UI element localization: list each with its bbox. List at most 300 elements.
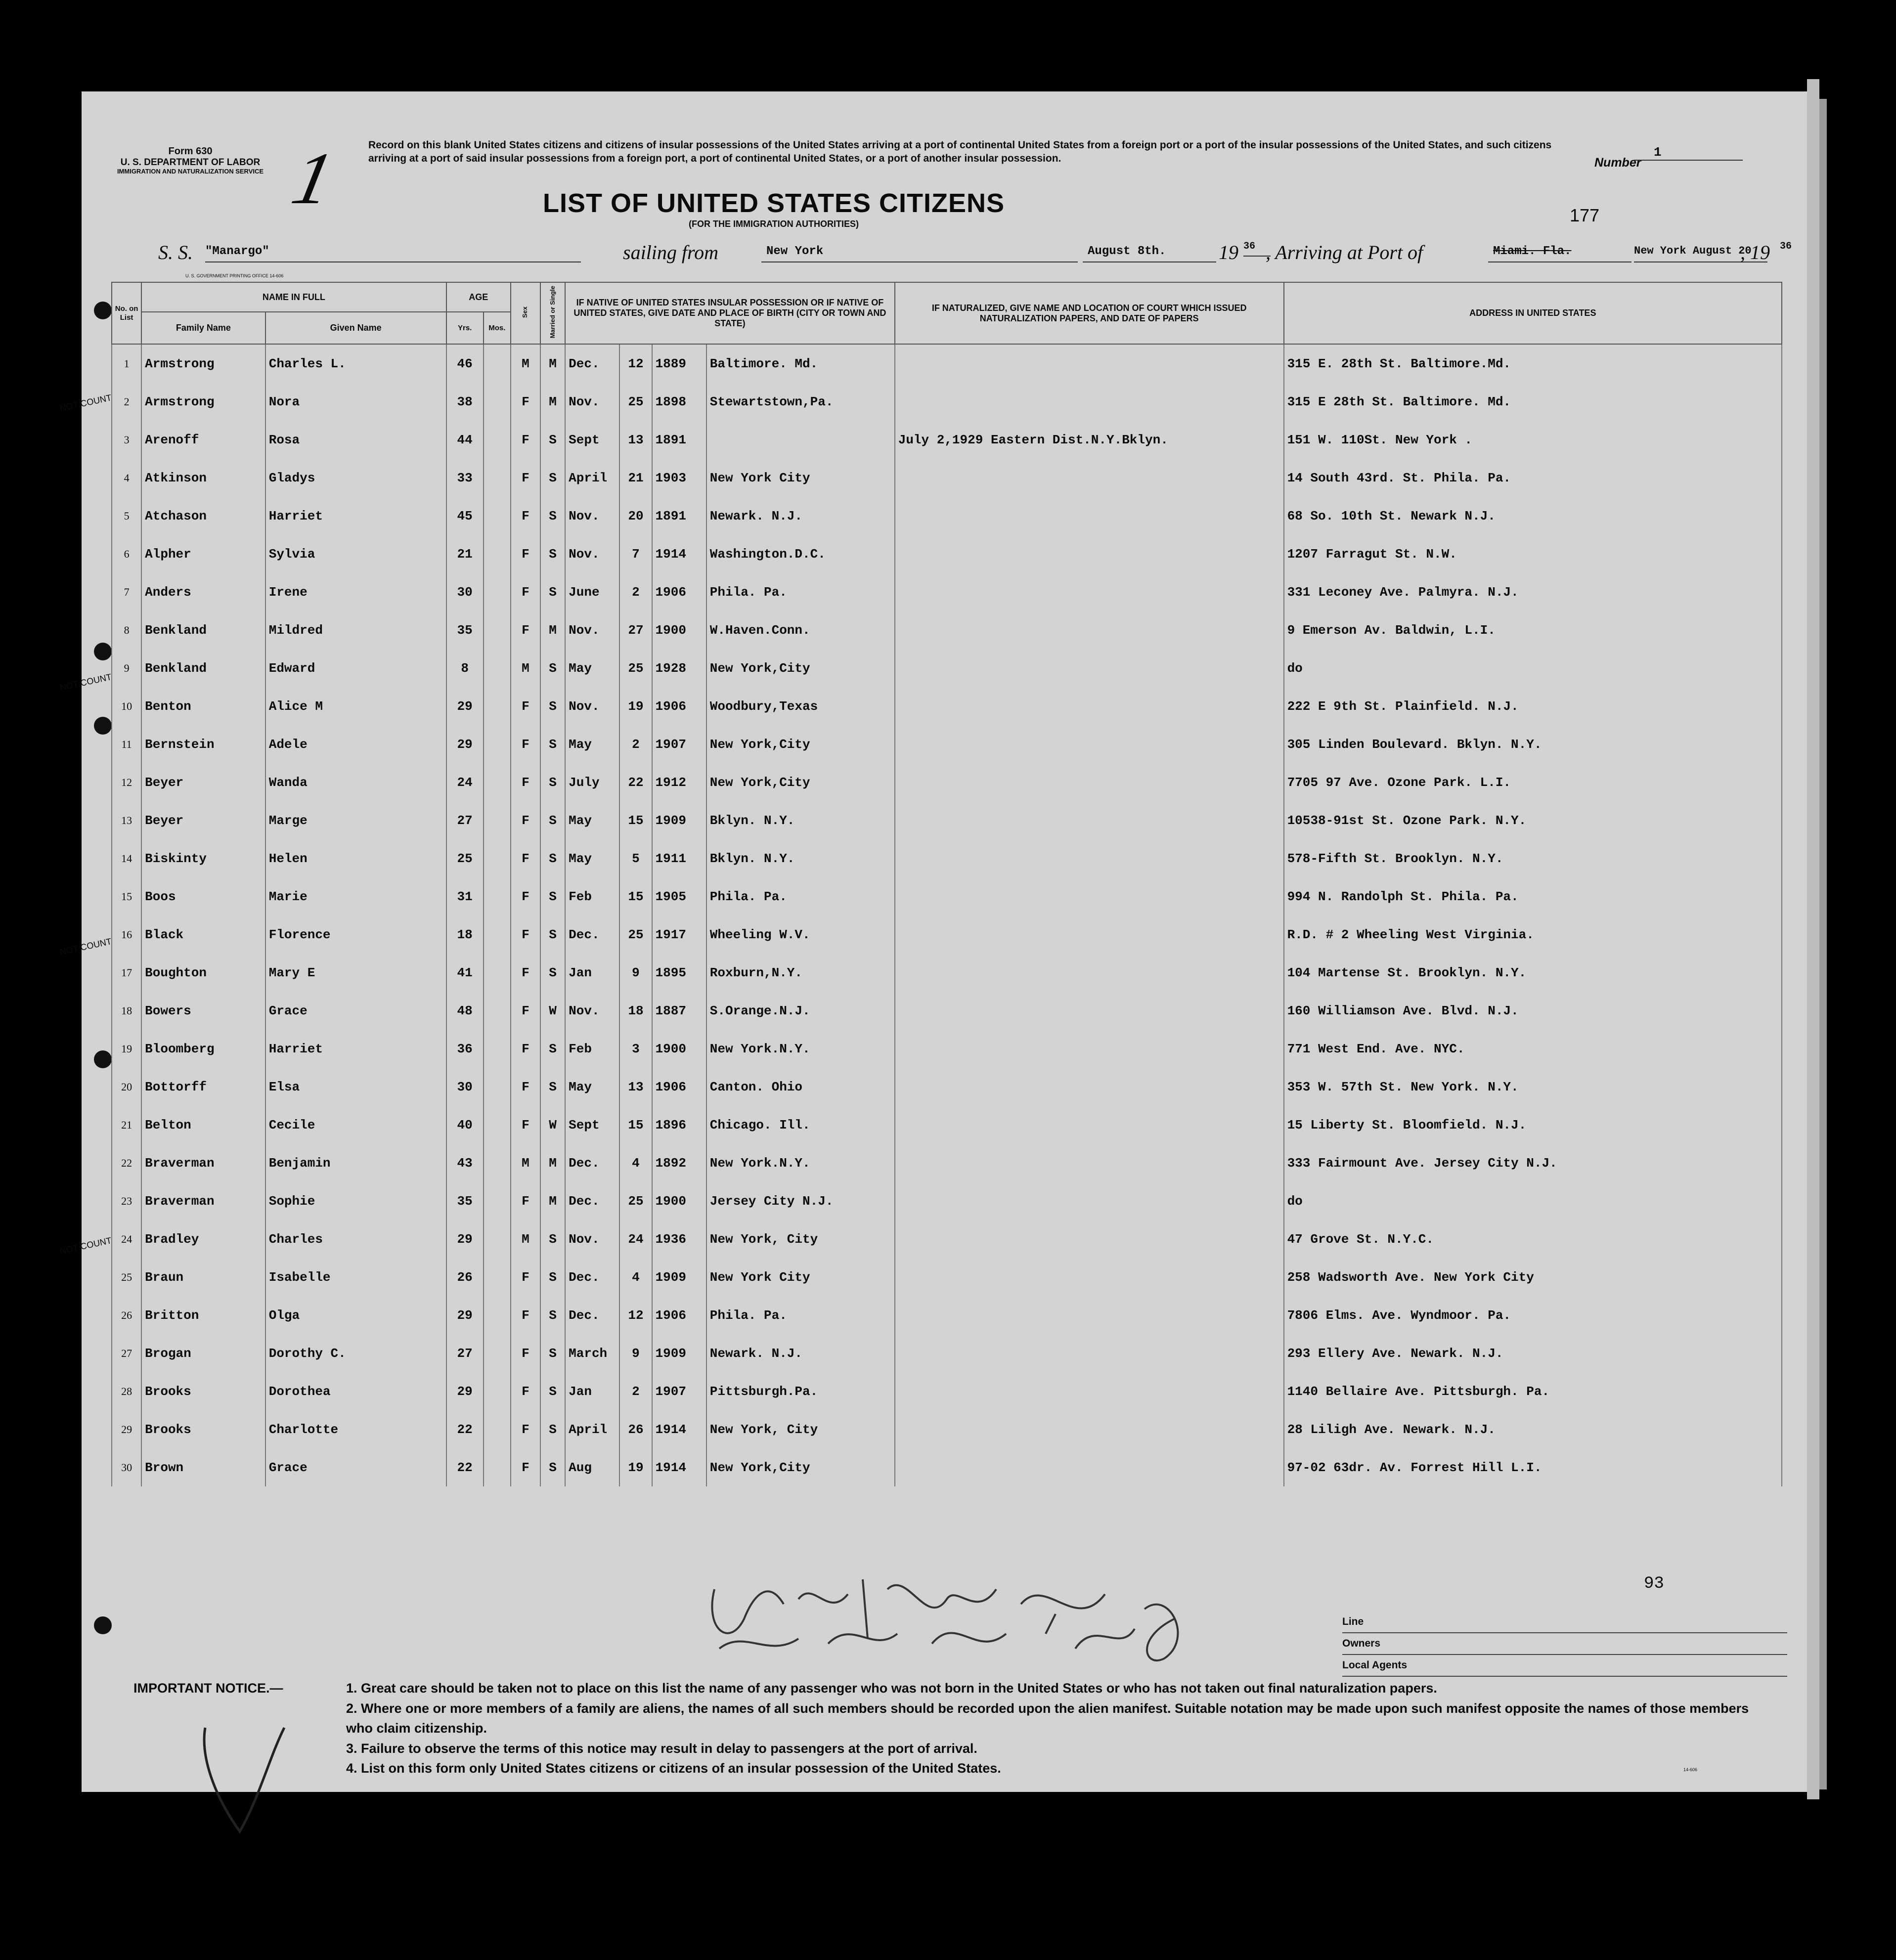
row-number-cell: 11 — [112, 725, 141, 763]
departure-year-prefix: 19 — [1219, 241, 1238, 263]
birth-year-cell: 1889 — [652, 344, 706, 383]
given-name-cell: Sophie — [265, 1182, 446, 1220]
header-given-name: Given Name — [265, 312, 446, 344]
naturalization-cell — [895, 801, 1284, 839]
naturalization-cell — [895, 992, 1284, 1030]
birth-place-cell: New York City — [706, 459, 895, 497]
row-number-cell: 6 — [112, 535, 141, 573]
row-number-cell: 23 — [112, 1182, 141, 1220]
notice-heading: IMPORTANT NOTICE.— — [133, 1681, 283, 1696]
age-years-cell: 35 — [446, 611, 484, 649]
given-name-cell: Benjamin — [265, 1144, 446, 1182]
marital-status-cell: S — [540, 1220, 565, 1258]
address-cell: 994 N. Randolph St. Phila. Pa. — [1284, 877, 1782, 915]
age-months-cell — [484, 573, 511, 611]
margin-note — [58, 1235, 113, 1256]
birth-year-cell: 1891 — [652, 497, 706, 535]
birth-place-cell: Bklyn. N.Y. — [706, 801, 895, 839]
family-name-cell: Beyer — [141, 763, 265, 801]
age-years-cell: 40 — [446, 1106, 484, 1144]
passenger-row — [112, 649, 1782, 687]
age-years-cell: 8 — [446, 649, 484, 687]
birth-day-cell: 27 — [619, 611, 652, 649]
age-years-cell: 38 — [446, 383, 484, 421]
family-name-cell: Bowers — [141, 992, 265, 1030]
passenger-row — [112, 1220, 1782, 1258]
birth-year-cell: 1911 — [652, 839, 706, 877]
naturalization-cell — [895, 763, 1284, 801]
age-months-cell — [484, 1106, 511, 1144]
given-name-cell: Harriet — [265, 1030, 446, 1068]
birth-year-cell: 1909 — [652, 1258, 706, 1296]
voyage-line — [158, 241, 1790, 270]
birth-year-cell: 1906 — [652, 1068, 706, 1106]
birth-year-cell: 1907 — [652, 725, 706, 763]
age-years-cell: 27 — [446, 801, 484, 839]
notice-items — [346, 1678, 1770, 1779]
passenger-row — [112, 573, 1782, 611]
row-number-cell: 20 — [112, 1068, 141, 1106]
sex-cell: M — [511, 1144, 540, 1182]
marital-status-cell: S — [540, 535, 565, 573]
passenger-row — [112, 687, 1782, 725]
address-cell: 15 Liberty St. Bloomfield. N.J. — [1284, 1106, 1782, 1144]
age-years-cell: 36 — [446, 1030, 484, 1068]
passenger-row — [112, 1296, 1782, 1334]
age-months-cell — [484, 611, 511, 649]
list-number-label: Number — [1594, 156, 1641, 170]
passenger-row — [112, 1106, 1782, 1144]
family-name-cell: Benkland — [141, 611, 265, 649]
birth-month-cell: Nov. — [565, 992, 619, 1030]
birth-day-cell: 5 — [619, 839, 652, 877]
address-cell: 305 Linden Boulevard. Bklyn. N.Y. — [1284, 725, 1782, 763]
marital-status-cell: S — [540, 497, 565, 535]
row-number-cell: 16 — [112, 915, 141, 954]
family-name-cell: Beyer — [141, 801, 265, 839]
age-years-cell: 25 — [446, 839, 484, 877]
given-name-cell: Edward — [265, 649, 446, 687]
age-months-cell — [484, 344, 511, 383]
passenger-row — [112, 1448, 1782, 1486]
naturalization-cell: July 2,1929 Eastern Dist.N.Y.Bklyn. — [895, 421, 1284, 459]
header-family-name: Family Name — [141, 312, 265, 344]
row-number-cell: 3 — [112, 421, 141, 459]
header-sex-label: Sex — [521, 306, 529, 318]
marital-status-cell: W — [540, 1106, 565, 1144]
family-name-cell: Benton — [141, 687, 265, 725]
birth-year-cell: 1928 — [652, 649, 706, 687]
age-years-cell: 33 — [446, 459, 484, 497]
marital-status-cell: S — [540, 1258, 565, 1296]
birth-day-cell: 24 — [619, 1220, 652, 1258]
birth-year-cell: 1912 — [652, 763, 706, 801]
age-months-cell — [484, 1258, 511, 1296]
family-name-cell: Arenoff — [141, 421, 265, 459]
birth-place-cell: Phila. Pa. — [706, 877, 895, 915]
given-name-cell: Sylvia — [265, 535, 446, 573]
marital-status-cell: S — [540, 649, 565, 687]
given-name-cell: Charles — [265, 1220, 446, 1258]
given-name-cell: Rosa — [265, 421, 446, 459]
birth-place-cell: Phila. Pa. — [706, 573, 895, 611]
age-months-cell — [484, 421, 511, 459]
stamped-sheet-number: 177 — [1570, 205, 1600, 225]
naturalization-cell — [895, 877, 1284, 915]
row-number-cell: 2 — [112, 383, 141, 421]
sex-cell: F — [511, 1258, 540, 1296]
sex-cell: F — [511, 839, 540, 877]
naturalization-cell — [895, 1068, 1284, 1106]
address-cell: 68 So. 10th St. Newark N.J. — [1284, 497, 1782, 535]
birth-year-cell: 1906 — [652, 687, 706, 725]
birth-day-cell: 9 — [619, 954, 652, 992]
address-cell: 47 Grove St. N.Y.C. — [1284, 1220, 1782, 1258]
given-name-cell: Olga — [265, 1296, 446, 1334]
passenger-row — [112, 344, 1782, 383]
marital-status-cell: S — [540, 1068, 565, 1106]
birth-month-cell: Dec. — [565, 915, 619, 954]
birth-place-cell: Jersey City N.J. — [706, 1182, 895, 1220]
age-years-cell: 35 — [446, 1182, 484, 1220]
birth-place-cell: New York.N.Y. — [706, 1144, 895, 1182]
arrival-port-date: New York August 20 — [1634, 245, 1767, 262]
sex-cell: F — [511, 1182, 540, 1220]
birth-month-cell: March — [565, 1334, 619, 1372]
header-birth: IF NATIVE OF UNITED STATES INSULAR POSSESSION OR IF NATIVE OF UNITED STATES, GIVE DATE AND PLACE OF BIRTH (CITY OR TOWN AND STATE) — [565, 282, 895, 344]
row-number-cell: 1 — [112, 344, 141, 383]
sex-cell: M — [511, 1220, 540, 1258]
age-years-cell: 41 — [446, 954, 484, 992]
birth-month-cell: Nov. — [565, 497, 619, 535]
row-number-cell: 24 — [112, 1220, 141, 1258]
address-cell: 1207 Farragut St. N.W. — [1284, 535, 1782, 573]
address-cell: 160 Williamson Ave. Blvd. N.J. — [1284, 992, 1782, 1030]
header-age: AGE — [446, 282, 511, 312]
age-months-cell — [484, 687, 511, 725]
birth-year-cell: 1900 — [652, 1030, 706, 1068]
address-cell: 315 E. 28th St. Baltimore.Md. — [1284, 344, 1782, 383]
header-married-single-label: Married or Single — [548, 286, 556, 339]
birth-place-cell: New York,City — [706, 1448, 895, 1486]
birth-day-cell: 7 — [619, 535, 652, 573]
given-name-cell: Gladys — [265, 459, 446, 497]
birth-day-cell: 25 — [619, 383, 652, 421]
header-naturalized: IF NATURALIZED, GIVE NAME AND LOCATION OF COURT WHICH ISSUED NATURALIZATION PAPERS, AND DATE OF PAPERS — [895, 282, 1284, 344]
header-sex — [511, 282, 540, 344]
given-name-cell: Irene — [265, 573, 446, 611]
birth-day-cell: 25 — [619, 1182, 652, 1220]
given-name-cell: Alice M — [265, 687, 446, 725]
owners-field: Owners — [1342, 1633, 1787, 1655]
marital-status-cell: M — [540, 383, 565, 421]
birth-place-cell: Roxburn,N.Y. — [706, 954, 895, 992]
address-cell: 258 Wadsworth Ave. New York City — [1284, 1258, 1782, 1296]
birth-place-cell: Phila. Pa. — [706, 1296, 895, 1334]
header-months: Mos. — [484, 312, 511, 344]
sex-cell: F — [511, 1106, 540, 1144]
sex-cell: F — [511, 1030, 540, 1068]
row-number-cell: 30 — [112, 1448, 141, 1486]
arrival-year-prefix: , 19 — [1740, 241, 1770, 263]
age-months-cell — [484, 1372, 511, 1410]
birth-place-cell: Baltimore. Md. — [706, 344, 895, 383]
passenger-row — [112, 839, 1782, 877]
passenger-row — [112, 1144, 1782, 1182]
age-years-cell: 26 — [446, 1258, 484, 1296]
sex-cell: F — [511, 459, 540, 497]
age-months-cell — [484, 535, 511, 573]
age-months-cell — [484, 1296, 511, 1334]
birth-day-cell: 13 — [619, 421, 652, 459]
passenger-row — [112, 877, 1782, 915]
birth-place-cell: Canton. Ohio — [706, 1068, 895, 1106]
passenger-table — [111, 282, 1782, 1486]
age-months-cell — [484, 1448, 511, 1486]
sex-cell: F — [511, 1296, 540, 1334]
margin-note — [58, 936, 113, 957]
birth-month-cell: May — [565, 801, 619, 839]
birth-year-cell: 1887 — [652, 992, 706, 1030]
address-cell: 1140 Bellaire Ave. Pittsburgh. Pa. — [1284, 1372, 1782, 1410]
naturalization-cell — [895, 383, 1284, 421]
age-months-cell — [484, 649, 511, 687]
birth-month-cell: Dec. — [565, 344, 619, 383]
sex-cell: F — [511, 421, 540, 459]
age-years-cell: 29 — [446, 1220, 484, 1258]
family-name-cell: Anders — [141, 573, 265, 611]
birth-day-cell: 25 — [619, 649, 652, 687]
header-name-in-full: NAME IN FULL — [141, 282, 446, 312]
birth-month-cell: Dec. — [565, 1296, 619, 1334]
family-name-cell: Braverman — [141, 1182, 265, 1220]
birth-year-cell: 1906 — [652, 1296, 706, 1334]
birth-day-cell: 2 — [619, 1372, 652, 1410]
notice-item: 3. Failure to observe the terms of this notice may result in delay to passengers at the port of arrival. — [346, 1741, 977, 1756]
header-years: Yrs. — [446, 312, 484, 344]
row-number-cell: 25 — [112, 1258, 141, 1296]
birth-year-cell: 1914 — [652, 1410, 706, 1448]
age-years-cell: 18 — [446, 915, 484, 954]
sex-cell: F — [511, 535, 540, 573]
birth-year-cell: 1909 — [652, 1334, 706, 1372]
address-cell: R.D. # 2 Wheeling West Virginia. — [1284, 915, 1782, 954]
sex-cell: F — [511, 383, 540, 421]
birth-day-cell: 2 — [619, 725, 652, 763]
naturalization-cell — [895, 1372, 1284, 1410]
family-name-cell: Boughton — [141, 954, 265, 992]
header-married-single — [540, 282, 565, 344]
passenger-row — [112, 535, 1782, 573]
age-years-cell: 24 — [446, 763, 484, 801]
given-name-cell: Mary E — [265, 954, 446, 992]
family-name-cell: Britton — [141, 1296, 265, 1334]
birth-year-cell: 1898 — [652, 383, 706, 421]
marital-status-cell: S — [540, 1030, 565, 1068]
marital-status-cell: S — [540, 687, 565, 725]
address-cell: do — [1284, 649, 1782, 687]
birth-year-cell: 1900 — [652, 1182, 706, 1220]
sex-cell: F — [511, 801, 540, 839]
intro-instructions: Record on this blank United States citizens and citizens of insular possessions of the United States arriving at a port of continental United States from a foreign port or a port of the insular possessions of the United States, and such citizens arriving at a port of said insular possessions from a foreign port, a port of continental United States, or a port of another insular possession. — [368, 139, 1552, 165]
marital-status-cell: S — [540, 459, 565, 497]
departure-year: 36 — [1243, 241, 1271, 257]
marital-status-cell: M — [540, 344, 565, 383]
birth-month-cell: Jan — [565, 1372, 619, 1410]
age-months-cell — [484, 1220, 511, 1258]
passenger-row — [112, 915, 1782, 954]
sex-cell: F — [511, 497, 540, 535]
family-name-cell: Braverman — [141, 1144, 265, 1182]
handwritten-list-mark: 1 — [285, 137, 340, 219]
birth-year-cell: 1936 — [652, 1220, 706, 1258]
birth-year-cell: 1891 — [652, 421, 706, 459]
age-months-cell — [484, 497, 511, 535]
address-cell: 7806 Elms. Ave. Wyndmoor. Pa. — [1284, 1296, 1782, 1334]
naturalization-cell — [895, 611, 1284, 649]
naturalization-cell — [895, 1296, 1284, 1334]
punch-hole — [94, 1616, 112, 1634]
age-years-cell: 27 — [446, 1334, 484, 1372]
age-years-cell: 46 — [446, 344, 484, 383]
address-cell: 293 Ellery Ave. Newark. N.J. — [1284, 1334, 1782, 1372]
family-name-cell: Bernstein — [141, 725, 265, 763]
marital-status-cell: S — [540, 1410, 565, 1448]
birth-place-cell: Washington.D.C. — [706, 535, 895, 573]
age-months-cell — [484, 1144, 511, 1182]
naturalization-cell — [895, 687, 1284, 725]
row-number-cell: 27 — [112, 1334, 141, 1372]
sailing-label: sailing from — [623, 241, 718, 263]
birth-year-cell: 1906 — [652, 573, 706, 611]
age-months-cell — [484, 801, 511, 839]
printer-mark: U. S. GOVERNMENT PRINTING OFFICE 14-606 — [185, 273, 284, 278]
naturalization-cell — [895, 573, 1284, 611]
family-name-cell: Belton — [141, 1106, 265, 1144]
given-name-cell: Wanda — [265, 763, 446, 801]
birth-month-cell: June — [565, 573, 619, 611]
punch-hole — [94, 717, 112, 735]
age-months-cell — [484, 1068, 511, 1106]
birth-month-cell: April — [565, 459, 619, 497]
marital-status-cell: S — [540, 801, 565, 839]
birth-place-cell: W.Haven.Conn. — [706, 611, 895, 649]
marital-status-cell: S — [540, 1296, 565, 1334]
row-number-cell: 15 — [112, 877, 141, 915]
address-cell: do — [1284, 1182, 1782, 1220]
age-years-cell: 22 — [446, 1410, 484, 1448]
sex-cell: F — [511, 573, 540, 611]
sex-cell: F — [511, 1448, 540, 1486]
age-years-cell: 48 — [446, 992, 484, 1030]
birth-day-cell: 3 — [619, 1030, 652, 1068]
row-number-cell: 10 — [112, 687, 141, 725]
given-name-cell: Charlotte — [265, 1410, 446, 1448]
address-cell: 7705 97 Ave. Ozone Park. L.I. — [1284, 763, 1782, 801]
list-number-value: 1 — [1634, 145, 1743, 161]
passenger-row — [112, 763, 1782, 801]
birth-day-cell: 19 — [619, 687, 652, 725]
arrival-year: 36 — [1780, 241, 1792, 252]
age-months-cell — [484, 725, 511, 763]
birth-year-cell: 1900 — [652, 611, 706, 649]
birth-day-cell: 12 — [619, 344, 652, 383]
naturalization-cell — [895, 1448, 1284, 1486]
family-name-cell: Braun — [141, 1258, 265, 1296]
sex-cell: F — [511, 992, 540, 1030]
naturalization-cell — [895, 1258, 1284, 1296]
handwritten-check-mark — [185, 1718, 294, 1836]
margin-note-text: NOT COUNT — [58, 672, 113, 693]
officer-lines — [1342, 1612, 1787, 1677]
age-years-cell: 21 — [446, 535, 484, 573]
family-name-cell: Brooks — [141, 1410, 265, 1448]
marital-status-cell: S — [540, 954, 565, 992]
address-cell: 97-02 63dr. Av. Forrest Hill L.I. — [1284, 1448, 1782, 1486]
passenger-row — [112, 383, 1782, 421]
punch-hole — [94, 643, 112, 660]
passenger-row — [112, 1334, 1782, 1372]
age-months-cell — [484, 839, 511, 877]
passenger-row — [112, 421, 1782, 459]
birth-year-cell: 1905 — [652, 877, 706, 915]
birth-month-cell: Nov. — [565, 383, 619, 421]
sex-cell: F — [511, 611, 540, 649]
age-years-cell: 29 — [446, 1372, 484, 1410]
birth-place-cell: New York, City — [706, 1220, 895, 1258]
marital-status-cell: S — [540, 763, 565, 801]
passenger-row — [112, 1410, 1782, 1448]
naturalization-cell — [895, 1220, 1284, 1258]
arriving-label: , Arriving at Port of — [1266, 241, 1423, 263]
naturalization-cell — [895, 1106, 1284, 1144]
naturalization-cell — [895, 1334, 1284, 1372]
age-years-cell: 44 — [446, 421, 484, 459]
marital-status-cell: S — [540, 877, 565, 915]
sex-cell: F — [511, 687, 540, 725]
given-name-cell: Grace — [265, 1448, 446, 1486]
passenger-row — [112, 497, 1782, 535]
naturalization-cell — [895, 725, 1284, 763]
given-name-cell: Nora — [265, 383, 446, 421]
naturalization-cell — [895, 459, 1284, 497]
given-name-cell: Helen — [265, 839, 446, 877]
age-months-cell — [484, 763, 511, 801]
birth-month-cell: Dec. — [565, 1144, 619, 1182]
manifest-page — [58, 91, 1807, 1792]
birth-month-cell: Dec. — [565, 1182, 619, 1220]
birth-day-cell: 15 — [619, 1106, 652, 1144]
birth-year-cell: 1892 — [652, 1144, 706, 1182]
given-name-cell: Harriet — [265, 497, 446, 535]
family-name-cell: Brooks — [141, 1372, 265, 1410]
passenger-row — [112, 1372, 1782, 1410]
department-name: U. S. DEPARTMENT OF LABOR — [120, 157, 261, 168]
row-number-cell: 7 — [112, 573, 141, 611]
header-no-on-list: No. on List — [112, 282, 141, 344]
notice-item: 1. Great care should be taken not to place on this list the name of any passenger who was not born in the United States or who has not taken out final naturalization papers. — [346, 1681, 1437, 1696]
row-number-cell: 12 — [112, 763, 141, 801]
birth-year-cell: 1907 — [652, 1372, 706, 1410]
birth-day-cell: 22 — [619, 763, 652, 801]
naturalization-cell — [895, 1410, 1284, 1448]
age-months-cell — [484, 1410, 511, 1448]
margin-note-text: NOT COUNT — [58, 392, 113, 413]
birth-day-cell: 19 — [619, 1448, 652, 1486]
birth-place-cell: Newark. N.J. — [706, 497, 895, 535]
address-cell: 9 Emerson Av. Baldwin, L.I. — [1284, 611, 1782, 649]
notice-item: 4. List on this form only United States citizens or citizens of an insular possession of the United States. — [346, 1761, 1001, 1776]
